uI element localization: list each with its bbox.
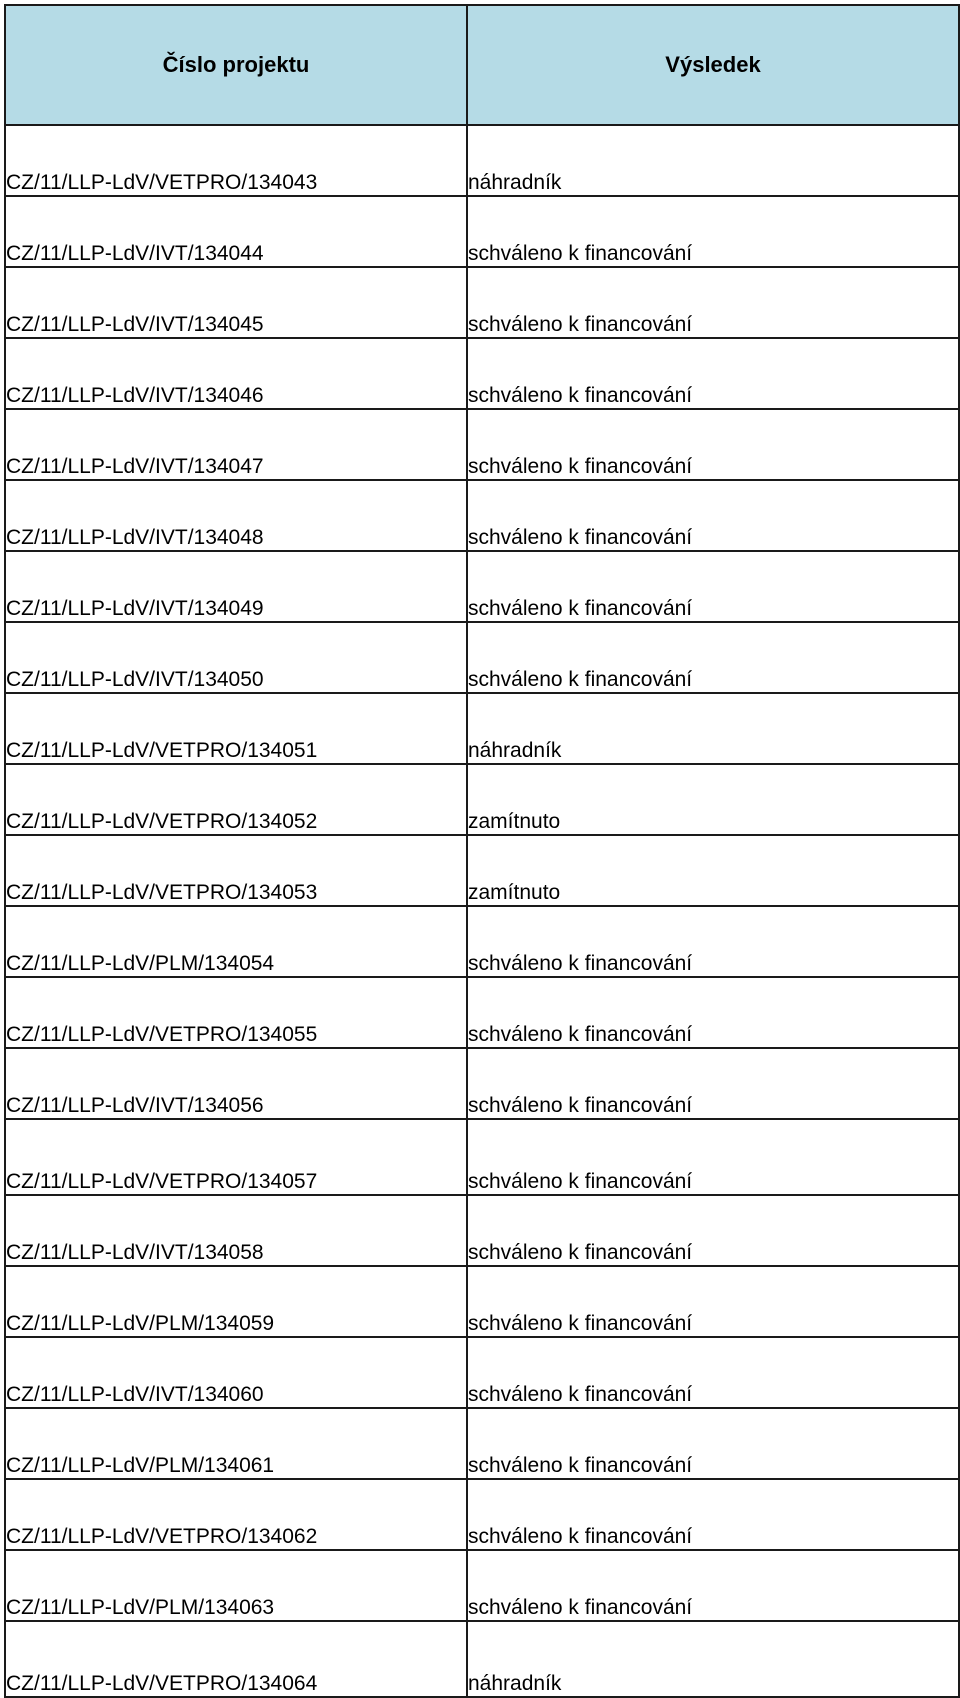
result-cell: schváleno k financování <box>467 977 959 1048</box>
project-number-cell: CZ/11/LLP-LdV/IVT/134046 <box>5 338 467 409</box>
result-cell: schváleno k financování <box>467 1048 959 1119</box>
project-number-cell: CZ/11/LLP-LdV/IVT/134048 <box>5 480 467 551</box>
project-number-cell: CZ/11/LLP-LdV/PLM/134063 <box>5 1550 467 1621</box>
project-number-cell: CZ/11/LLP-LdV/PLM/134059 <box>5 1266 467 1337</box>
result-cell: schváleno k financování <box>467 1195 959 1266</box>
result-cell: schváleno k financování <box>467 409 959 480</box>
result-cell: náhradník <box>467 693 959 764</box>
table-row <box>5 125 959 196</box>
result-cell: schváleno k financování <box>467 338 959 409</box>
table-row <box>5 977 959 1048</box>
table-row <box>5 622 959 693</box>
project-number-cell: CZ/11/LLP-LdV/IVT/134058 <box>5 1195 467 1266</box>
project-number-cell: CZ/11/LLP-LdV/IVT/134044 <box>5 196 467 267</box>
result-cell: zamítnuto <box>467 764 959 835</box>
project-number-cell: CZ/11/LLP-LdV/IVT/134050 <box>5 622 467 693</box>
project-number-cell: CZ/11/LLP-LdV/VETPRO/134051 <box>5 693 467 764</box>
table-row <box>5 906 959 977</box>
result-cell: náhradník <box>467 125 959 196</box>
table-row <box>5 196 959 267</box>
project-number-cell: CZ/11/LLP-LdV/VETPRO/134055 <box>5 977 467 1048</box>
result-cell: schváleno k financování <box>467 1408 959 1479</box>
result-cell: schváleno k financování <box>467 622 959 693</box>
result-cell: schváleno k financování <box>467 480 959 551</box>
table-row <box>5 1195 959 1266</box>
table-row <box>5 267 959 338</box>
project-number-cell: CZ/11/LLP-LdV/IVT/134047 <box>5 409 467 480</box>
table-row <box>5 1479 959 1550</box>
table-header <box>5 5 959 125</box>
result-cell: náhradník <box>467 1621 959 1697</box>
result-cell: schváleno k financování <box>467 267 959 338</box>
table-row <box>5 1119 959 1195</box>
table-row <box>5 764 959 835</box>
project-number-cell: CZ/11/LLP-LdV/VETPRO/134057 <box>5 1119 467 1195</box>
results-table <box>4 4 960 1698</box>
table-row <box>5 1266 959 1337</box>
result-cell: schváleno k financování <box>467 1550 959 1621</box>
project-number-cell: CZ/11/LLP-LdV/VETPRO/134062 <box>5 1479 467 1550</box>
project-number-cell: CZ/11/LLP-LdV/VETPRO/134053 <box>5 835 467 906</box>
table-row <box>5 1337 959 1408</box>
table-row <box>5 480 959 551</box>
project-number-cell: CZ/11/LLP-LdV/VETPRO/134052 <box>5 764 467 835</box>
result-cell: schváleno k financování <box>467 1266 959 1337</box>
project-number-cell: CZ/11/LLP-LdV/VETPRO/134064 <box>5 1621 467 1697</box>
table-row <box>5 551 959 622</box>
project-number-cell: CZ/11/LLP-LdV/IVT/134060 <box>5 1337 467 1408</box>
project-number-cell: CZ/11/LLP-LdV/VETPRO/134043 <box>5 125 467 196</box>
table-row <box>5 1550 959 1621</box>
result-cell: schváleno k financování <box>467 906 959 977</box>
result-cell: schváleno k financování <box>467 1479 959 1550</box>
project-number-cell: CZ/11/LLP-LdV/IVT/134045 <box>5 267 467 338</box>
project-number-cell: CZ/11/LLP-LdV/PLM/134054 <box>5 906 467 977</box>
table-row <box>5 1621 959 1697</box>
header-row <box>5 5 959 125</box>
table-row <box>5 835 959 906</box>
result-cell: schváleno k financování <box>467 196 959 267</box>
project-number-cell: CZ/11/LLP-LdV/IVT/134049 <box>5 551 467 622</box>
result-cell: schváleno k financování <box>467 1119 959 1195</box>
result-cell: schváleno k financování <box>467 1337 959 1408</box>
table-row <box>5 693 959 764</box>
table-row <box>5 1408 959 1479</box>
table-body <box>5 125 959 1697</box>
table-row <box>5 338 959 409</box>
header-result: Výsledek <box>467 5 959 125</box>
project-number-cell: CZ/11/LLP-LdV/IVT/134056 <box>5 1048 467 1119</box>
result-cell: zamítnuto <box>467 835 959 906</box>
header-project-number: Číslo projektu <box>5 5 467 125</box>
result-cell: schváleno k financování <box>467 551 959 622</box>
table-row <box>5 409 959 480</box>
table-row <box>5 1048 959 1119</box>
project-number-cell: CZ/11/LLP-LdV/PLM/134061 <box>5 1408 467 1479</box>
